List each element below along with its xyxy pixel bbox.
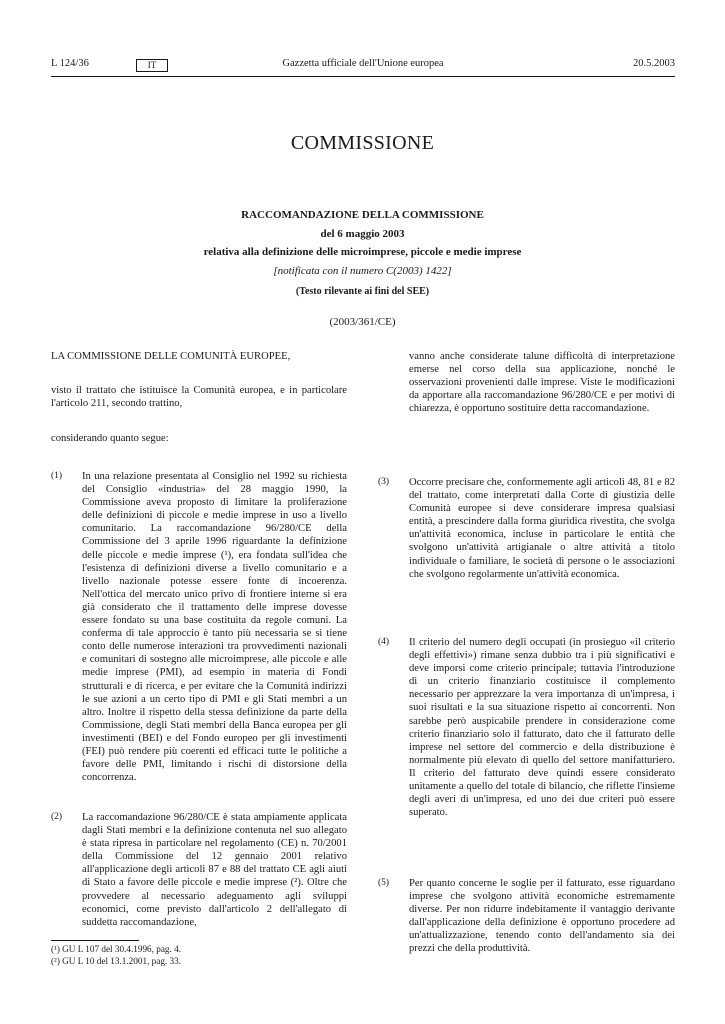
page-header bbox=[51, 58, 675, 76]
recital-text: La raccomandazione 96/280/CE è stata ampiamente applicata dagli Stati membri e la definizione contenuta nel suo allegato è stata ripresa in particolare nel regolamento (CE) n. 70/2001 della Commissione del 12 gennaio 2001 relativo all'applicazione degli articoli 87 e 88 del trattato CE agli aiuti di Stato a favore delle piccole e medie imprese (²). Oltre che provvedere al necessario adeguamento agli sviluppi economici, come previsto dall'articolo 2 dell'allegato di suddetta raccomandazione, bbox=[82, 812, 347, 928]
recital-number: (5) bbox=[378, 878, 390, 888]
notification-number: [notificata con il numero C(2003) 1422] bbox=[273, 265, 452, 277]
doc-date: del 6 maggio 2003 bbox=[320, 228, 405, 240]
doc-subject: relativa alla definizione delle microimprese, piccole e medie imprese bbox=[203, 246, 522, 258]
footnote-1: (¹) GU L 107 del 30.4.1996, pag. 4. bbox=[51, 944, 181, 954]
recital-text: In una relazione presentata al Consiglio nel 1992 su richiesta del Consiglio «industria» del 28 maggio 1990, la Commissione aveva proposto di limitare la proliferazione delle definizioni di piccole e medie imprese in uso a livello comunitario. La raccomandazione 96/280/CE della Commissione del 3 aprile 1996 riguardante la definizione delle piccole e medie imprese (¹), era fondata sull'idea che l'esistenza di definizioni diverse a livello comunitario e a livello nazionale potesse essere fonte di incoerenza. Nell'ottica del mercato unico privo di frontiere interne si era già considerato che il trattamento delle imprese dovesse essere fondato su una base costituita da regole comuni. La conferma di tale approccio è tanto più necessaria se si tiene conto delle numerose interazioni tra provvedimenti nazionali e comunitari di sostegno alle microimprese, alle piccole e alle medie imprese (PMI), ad esempio in materia di Fondi strutturali e di ricerca, e per evitare che la Comunità indirizzi le sue azioni a un certo tipo di PMI e gli Stati membri a un altro. Inoltre il rispetto della stessa definizione da parte della Commissione, degli Stati membri della Banca europea per gli investimenti (BEI) e del Fondo europeo per gli investimenti (FEI) può rendere più coerenti ed efficaci tutte le politiche a favore delle PMI, limitando i rischi di distorsione della concorrenza. bbox=[82, 471, 347, 784]
recital-number: (4) bbox=[378, 637, 390, 647]
journal-title: Gazzetta ufficiale dell'Unione europea bbox=[282, 58, 444, 69]
journal-reference: L 124/36 bbox=[51, 58, 89, 69]
section-title: COMMISSIONE bbox=[290, 132, 435, 154]
recital-2-continued: vanno anche considerate talune difficoltà di interpretazione emerse nel corso della sua applicazione, nonché le osservazioni provenienti dalle imprese. Viste le modificazioni da apportare alla raccomandazione 96/280/CE e per motivi di chiarezza, è opportuno sostituire detta raccomandazione. bbox=[409, 351, 675, 415]
footnote-2: (²) GU L 10 del 13.1.2001, pag. 33. bbox=[51, 956, 181, 966]
recital-number: (3) bbox=[378, 477, 390, 487]
publication-date: 20.5.2003 bbox=[633, 58, 675, 69]
recital-number: (2) bbox=[51, 812, 63, 822]
doc-type: RACCOMANDAZIONE DELLA COMMISSIONE bbox=[241, 209, 484, 221]
intro-whereas: considerando quanto segue: bbox=[51, 433, 169, 444]
eea-relevance: (Testo rilevante ai fini del SEE) bbox=[295, 286, 430, 297]
recital-number: (1) bbox=[51, 471, 63, 481]
intro-authority: LA COMMISSIONE DELLE COMUNITÀ EUROPEE, bbox=[51, 351, 291, 362]
language-badge: IT bbox=[136, 59, 168, 72]
doc-number: (2003/361/CE) bbox=[329, 316, 396, 328]
footnote-rule bbox=[51, 940, 139, 941]
header-rule bbox=[51, 76, 675, 77]
recital-text: Per quanto concerne le soglie per il fatturato, esse riguardano imprese che svolgono attività economiche estremamente diverse. Per non ridurre indebitamente il vantaggio derivante dall'applicazione della definizione è opportuno procedere ad un'attualizzazione, tenendo conto dell'andamento sia dei prezzi che della produttività. bbox=[409, 878, 675, 955]
intro-legal-basis: visto il trattato che istituisce la Comunità europea, e in particolare l'articolo 211, secondo trattino, bbox=[51, 385, 347, 410]
recital-text: Il criterio del numero degli occupati (in prosieguo «il criterio degli effettivi») rimane senza dubbio tra i più significativi e deve imporsi come criterio principale; tuttavia l'introduzione di un criterio finanziario costituisce il complemento necessario per apprezzare la vera importanza di un'impresa, i suoi risultati e la sua situazione rispetto ai concorrenti. Non sarebbe però auspicabile prendere in considerazione come criterio finanziario solo il fatturato, dato che il fatturato delle imprese nel settore del commercio e della distribuzione è normalmente più elevato di quello del settore manifatturiero. Il criterio del fatturato deve quindi essere considerato unitamente a quello del totale di bilancio, che riflette l'insieme degli averi di un'impresa, ed uno dei due criteri può essere superato. bbox=[409, 637, 675, 819]
recital-text: Occorre precisare che, conformemente agli articoli 48, 81 e 82 del trattato, come interpretati dalla Corte di giustizia delle Comunità europee si deve considerare impresa qualsiasi entità, a prescindere dalla forma giuridica rivestita, che svolga un'attività economica, incluse in particolare le entità che svolgono un'attività artigianale o altre attività a titolo individuale o familiare, le società di persone o le associazioni che svolgono regolarmente un'attività economica. bbox=[409, 477, 675, 580]
